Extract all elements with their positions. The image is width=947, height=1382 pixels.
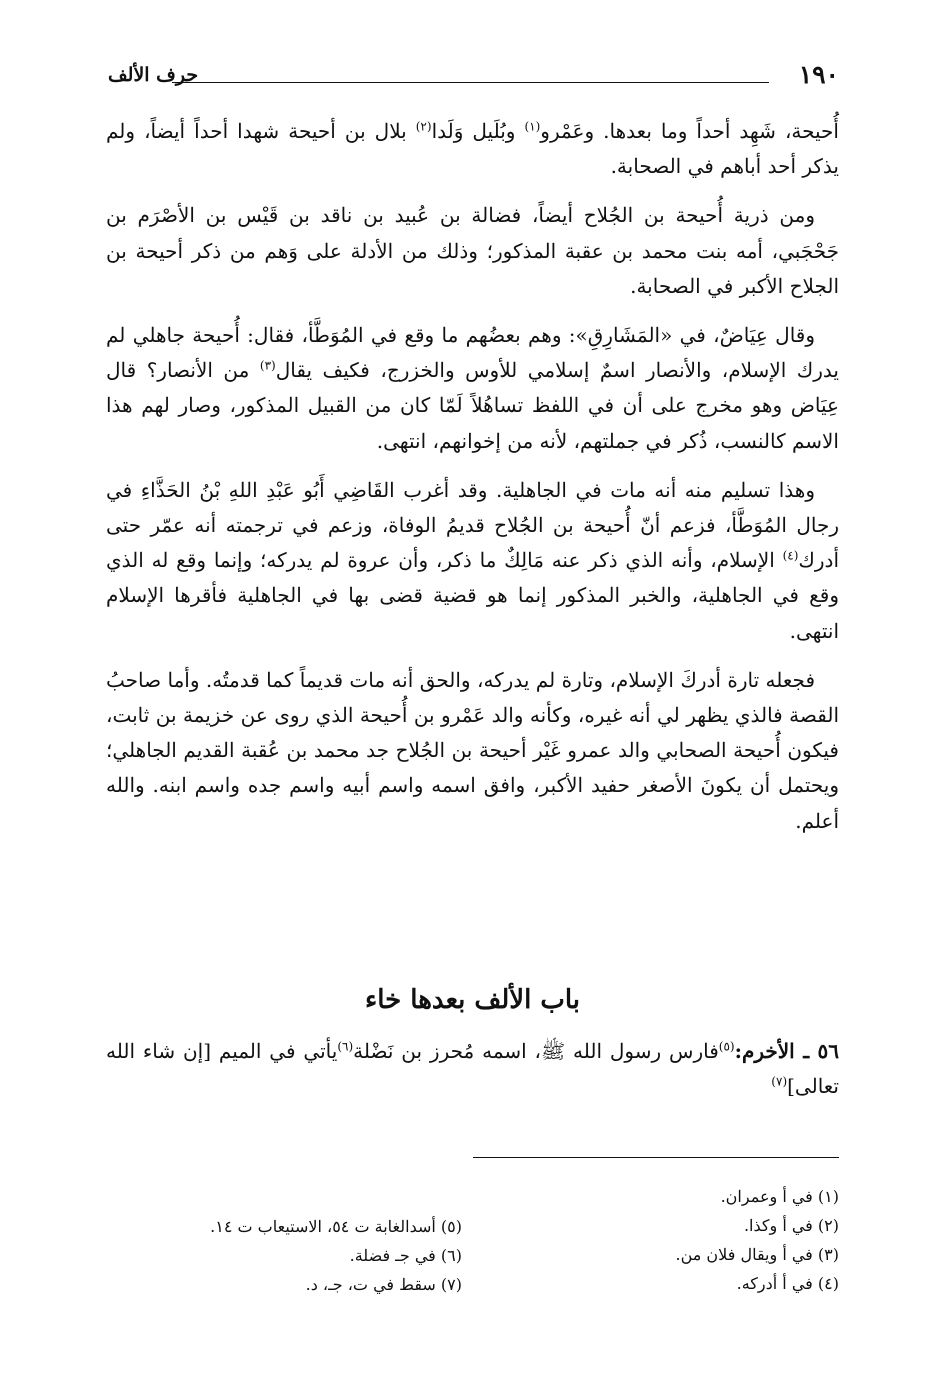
footnote-ref-2[interactable]: (٢) — [415, 119, 432, 134]
footnote-ref-3[interactable]: (٣) — [259, 358, 276, 373]
section-title: باب الألف بعدها خاء — [365, 985, 580, 1015]
body-text — [106, 114, 839, 853]
paragraph-1-text-b: وبُلَيل وَلَدا — [431, 119, 525, 143]
footnote-rule — [473, 1157, 839, 1158]
footnote-ref-4[interactable]: (٤) — [782, 548, 799, 563]
paragraph-5: فجعله تارة أدركَ الإسلام، وتارة لم يدركه، والحق أنه مات قديماً كما قدمتُه. وأما صاحبُ القصة فالذي يظهر لي أنه غيره، وكأنه والد عَمْرو بن أُحيحة الذي روى عن خزيمة بن ثابت، فيكون أُحيحة الصحابي والد عمرو غَيْر أحيحة بن الجُلاح جد محمد بن عُقبة القديم الجاهلي؛ ويحتمل أن يكونَ الأصغر حفيد الأكبر، وافق اسمه واسم أبيه واسم جده واسم ابنه. والله أعلم. — [106, 667, 839, 833]
footnote-7: (٧) سقط في ت، جـ، د. — [305, 1275, 462, 1294]
footnote-4: (٤) في أ أدركه. — [736, 1274, 839, 1293]
footnote-1: (١) في أ وعمران. — [720, 1187, 839, 1206]
footnote-5: (٥) أسدالغابة ت ٥٤، الاستيعاب ت ١٤. — [210, 1217, 462, 1236]
entry-text-b: يأتي في الميم [إن شاء الله تعالى] — [106, 1039, 839, 1099]
footnotes-column-right — [509, 1182, 839, 1298]
entry-56 — [106, 1034, 839, 1104]
paragraph-4-text-a: وهذا تسليم منه أنه مات في الجاهلية. وقد أغرب القَاضِي أَبُو عَبْدِ اللهِ بْنُ الحَذَّاءِ في رجال المُوَطَّأ، فزعم أنّ أُحيحة بن الجُلاح قديمُ الوفاة، وزعم في ترجمته أنه عمّر حتى أدرك — [106, 477, 839, 573]
header-rule — [172, 82, 769, 83]
footnote-2: (٢) في أ وكذا. — [743, 1216, 839, 1235]
paragraph-2: ومن ذرية أُحيحة بن الجُلاح أيضاً، فضالة بن عُبيد بن ناقد بن قَيْس بن الأصْرَم بن جَحْجَبي، أمه بنت محمد بن عقبة المذكور؛ وذلك من الأدلة على وَهم من ذكر أحيحة بن الجلاح الأكبر في الصحابة. — [106, 203, 839, 298]
paragraph-3-text-b: من الأنصار؟ قال عِيَاض وهو مخرج على أن في اللفظ تساهُلاً لَمّا كان من القبيل المذكور، وصار لهم هذا الاسم كالنسب، ذُكر في جملتهم، لأنه من إخوانهم، انتهى. — [106, 358, 839, 453]
paragraph-1 — [106, 114, 839, 184]
paragraph-1-text-c: بلال بن أحيحة شهدا أحداً أيضاً، ولم يذكر أحد أباهم في الصحابة. — [106, 119, 839, 179]
footnote-3: (٣) في أ ويقال فلان من. — [675, 1245, 839, 1264]
paragraph-1-text-a: أُحيحة، شَهِد أحداً وما بعدها. وعَمْرو — [540, 119, 839, 143]
footnotes-column-left — [142, 1212, 462, 1299]
paragraph-4-text-b: الإسلام، وأنه الذي ذكر عنه مَالِكٌ ما ذكر، وأن عروة لم يدركه؛ وإنما وقع له الذي وقع في الجاهلية، والخبر المذكور إنما هو قضية قضى بها في الجاهلية فأقرها الإسلام انتهى. — [106, 548, 839, 643]
footnote-ref-7[interactable]: (٧) — [771, 1074, 788, 1089]
page-number: ١٩٠ — [798, 60, 839, 89]
footnote-ref-1[interactable]: (١) — [524, 119, 541, 134]
entry-text-a: فارس رسول الله ﷺ، اسمه مُحرز بن نَضْلة — [353, 1039, 719, 1063]
footnote-ref-6[interactable]: (٦) — [337, 1039, 354, 1054]
paragraph-3-text-a: وقال عِيَاضٌ، في «المَشَارِقِ»: وهم بعضُهم ما وقع في المُوَطَّأ، فقال: أُحيحة جاهلي لم يدرك الإسلام، والأنصار اسمٌ إسلامي للأوس والخزرج، فكيف يقال — [106, 323, 839, 383]
footnote-ref-5[interactable]: (٥) — [718, 1039, 735, 1054]
entry-label: ٥٦ ـ الأخرم: — [734, 1039, 840, 1063]
footnote-6: (٦) في جـ فضلة. — [349, 1246, 462, 1265]
page-header — [108, 58, 839, 92]
paragraph-3 — [106, 318, 839, 459]
paragraph-4 — [106, 473, 839, 649]
running-head: حرف الألف — [108, 64, 199, 86]
